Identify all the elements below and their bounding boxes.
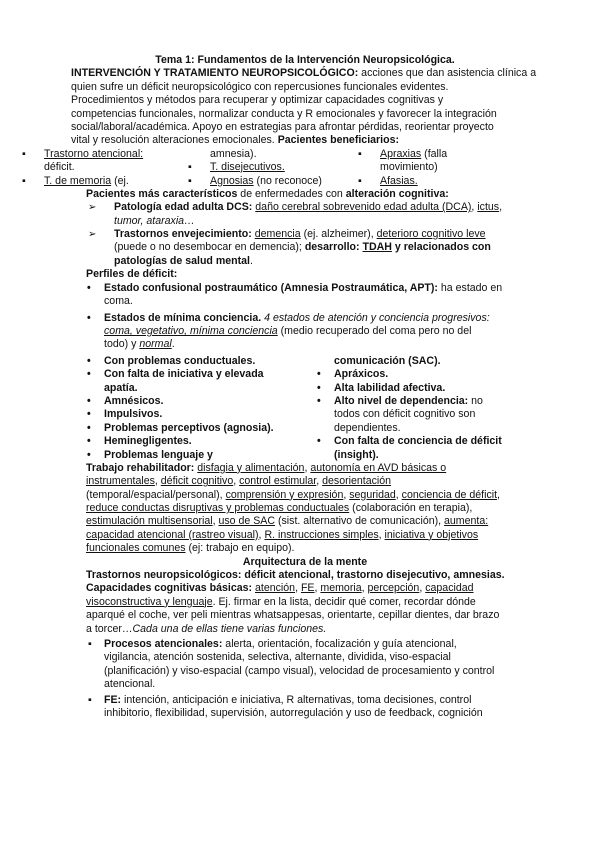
- intro-line: vital y resolución alteraciones emocionales.: [71, 134, 275, 147]
- list-item: [86, 228, 536, 268]
- envejecimiento-label: Trastornos envejecimiento:: [114, 228, 252, 241]
- procesos-text: (planificación) y viso-espacial (campo visual), velocidad de procesamiento y control: [104, 664, 495, 677]
- trabajo-item: disfagia y alimentación: [197, 461, 305, 474]
- separator: ,: [314, 582, 321, 595]
- perfil-label: Estados de mínima conciencia.: [104, 311, 262, 324]
- capacidad-text: a torcer…: [86, 622, 133, 635]
- bullet-dot-icon: •: [87, 368, 91, 381]
- intro-line: Procedimientos y métodos para recuperar y optimizar capacidades cognitivas y: [71, 94, 444, 107]
- capacidad-item: visoconstructiva y lenguaje: [86, 595, 213, 608]
- trabajo-item: estimulación multisensorial: [86, 515, 213, 528]
- capacidad-text: . Ej. firmar en la lista, decidir qué comer, recordar dónde: [212, 595, 476, 608]
- separator: ,: [258, 528, 265, 541]
- trabajo-item: capacidad atencional (rastreo visual): [86, 528, 259, 541]
- intro-line: social/laboral/académica. Apoyo en estrategias para afrontar pérdidas, reorientar proyecto: [71, 121, 494, 134]
- trabajo-section: [86, 462, 536, 556]
- list-item: (falla: [421, 147, 448, 160]
- bullet-square-icon: ▪: [188, 174, 192, 187]
- procesos-text: alerta, orientación, focalización y guía atencional,: [222, 638, 457, 650]
- bullet-dot-icon: •: [87, 311, 91, 324]
- list-item: comunicación (SAC).: [334, 354, 441, 367]
- trabajo-item: R. instrucciones simples: [264, 528, 379, 541]
- perfil-text: coma, vegetativo, mínima conciencia: [104, 324, 278, 337]
- arquitectura-section: [86, 556, 536, 721]
- perfiles-heading: Perfiles de déficit:: [86, 268, 178, 281]
- procesos-text: atencional.: [104, 678, 156, 691]
- caracteristicos-heading: de enfermedades con: [237, 187, 346, 200]
- trabajo-item: reduce conductas disruptivas y problemas conductuales: [86, 501, 350, 514]
- bullet-dot-icon: •: [87, 281, 91, 294]
- list-item: Heminegligentes.: [104, 435, 192, 448]
- trabajo-item: déficit cognitivo: [160, 475, 234, 488]
- page-title: Tema 1: Fundamentos de la Intervención Neuropsicológica.: [155, 54, 455, 66]
- capacidad-item: memoria: [320, 582, 362, 595]
- list-item: [86, 201, 536, 228]
- tdah-text: TDAH: [362, 241, 392, 254]
- list-item: no: [468, 394, 483, 407]
- list-item: Trastorno atencional:: [44, 147, 144, 160]
- beneficiarios-list: [22, 147, 536, 202]
- perfil-text: 4 estados de atención y conciencia progresivos:: [261, 311, 490, 324]
- separator: .: [171, 338, 175, 351]
- list-item: Agnosias: [210, 174, 254, 187]
- bullet-square-icon: ▪: [358, 174, 362, 187]
- capacidad-text: aparqué el coche, ver peli mientras whatsappesas, orientarte, cepillar dientes, dar brazo: [86, 609, 500, 622]
- list-item: (no reconoce): [253, 174, 322, 187]
- list-item: [74, 282, 536, 309]
- bullet-dot-icon: •: [317, 381, 321, 394]
- bullet-square-icon: ▪: [88, 638, 92, 650]
- dcs-examples: tumor, ataraxia…: [114, 214, 195, 227]
- desarrollo-label: desarrollo:: [304, 241, 360, 254]
- list-item: Problemas perceptivos (agnosia).: [104, 421, 274, 434]
- trabajo-item: (colaboración en terapia),: [349, 501, 473, 514]
- perfil-text: todo) y: [104, 338, 140, 351]
- demencia-text: demencia: [254, 228, 301, 241]
- fe-text: intención, anticipación e iniciativa, R alternativas, toma decisiones, control: [121, 693, 472, 706]
- list-item: amnesia).: [210, 147, 257, 160]
- procesos-label: Procesos atencionales:: [104, 638, 223, 650]
- capacidad-item: capacidad: [425, 582, 474, 595]
- perfiles-section: [86, 268, 536, 474]
- dcs-text: daño cerebral sobrevenido edad adulta (DCA): [255, 201, 472, 214]
- separator: ,: [212, 515, 219, 528]
- separator: ,: [471, 201, 478, 214]
- section-heading: Arquitectura de la mente: [242, 555, 368, 568]
- perfil-text: ha estado en: [437, 281, 503, 294]
- perfiles-columns: [74, 355, 536, 475]
- bullet-dot-icon: •: [87, 408, 91, 421]
- separator: ,: [316, 475, 323, 488]
- intro-line: quien sufre un déficit neuropsicológico con repercusiones funcionales evidentes.: [71, 80, 449, 93]
- separator: ,: [154, 475, 161, 488]
- bullet-dot-icon: •: [87, 354, 91, 367]
- separator: ,: [378, 528, 385, 541]
- list-item: T. de memoria: [44, 174, 112, 187]
- separator: ,: [499, 201, 503, 214]
- list-item: [74, 312, 536, 352]
- trabajo-item: desorientación: [322, 475, 392, 488]
- bullet-square-icon: ▪: [358, 147, 362, 160]
- list-item: Afasias.: [380, 174, 418, 187]
- deterioro-text: deterioro cognitivo leve: [376, 228, 486, 241]
- trabajo-item: instrumentales: [86, 475, 155, 488]
- capacidades-label: Capacidades cognitivas básicas:: [86, 582, 253, 595]
- bullet-dot-icon: •: [317, 368, 321, 381]
- procesos-text: vigilancia, atención sostenida, selectiva, alternante, dividida, viso-espacial: [104, 651, 451, 664]
- envejecimiento-text: (puede o no desembocar en demencia);: [114, 241, 305, 254]
- perfil-text: normal: [139, 338, 172, 351]
- capacidad-item: percepción: [367, 582, 420, 595]
- perfil-text: (medio recuperado del coma pero no del: [277, 324, 472, 337]
- list-item: Con falta de iniciativa y elevada: [104, 368, 264, 381]
- trabajo-item: uso de SAC: [218, 515, 276, 528]
- list-item: Problemas lenguaje y: [104, 448, 213, 461]
- list-item: Alto nivel de dependencia:: [334, 394, 469, 407]
- list-item: todos con déficit cognitivo son: [334, 408, 476, 421]
- caracteristicos-heading: Pacientes más característicos: [86, 187, 238, 200]
- list-item: Amnésicos.: [104, 394, 164, 407]
- trabajo-item: (sist. alternativo de comunicación),: [275, 515, 445, 528]
- separator: ,: [233, 475, 240, 488]
- list-item: Con problemas conductuales.: [104, 354, 256, 367]
- list-item: Con falta de conciencia de déficit: [334, 435, 502, 448]
- list-item: movimiento): [380, 160, 438, 173]
- list-item: Apráxicos.: [334, 368, 389, 381]
- perfil-label: Estado confusional postraumático (Amnesia Postraumática, APT):: [104, 281, 438, 294]
- list-item: déficit.: [44, 160, 75, 173]
- bullet-square-icon: ▪: [88, 693, 92, 706]
- capacidad-text: Cada una de ellas tiene varias funciones.: [132, 622, 327, 635]
- intro-line: acciones que dan asistencia clínica a: [358, 67, 537, 80]
- trabajo-item: comprensión y expresión: [225, 488, 344, 501]
- fe-label: FE:: [104, 693, 122, 706]
- bullet-square-icon: ▪: [22, 174, 26, 187]
- list-item: (ej.: [111, 174, 129, 187]
- bullet-dot-icon: •: [87, 394, 91, 407]
- bullet-dot-icon: •: [317, 435, 321, 448]
- list-item: [86, 638, 536, 692]
- list-item: Alta labilidad afectiva.: [334, 381, 446, 394]
- arrow-bullet-icon: ➢: [88, 229, 97, 241]
- trabajo-item: conciencia de déficit,: [401, 488, 501, 501]
- separator: ,: [343, 488, 350, 501]
- fe-text: inhibitorio, flexibilidad, supervisión, autorregulación y uso de feedback, cognición: [104, 707, 483, 720]
- bullet-square-icon: ▪: [188, 160, 192, 173]
- document-page: [22, 54, 537, 720]
- intro-line: competencias funcionales, normalizar conducta y R emocionales y favorecer la integración: [71, 107, 497, 120]
- bullet-dot-icon: •: [87, 435, 91, 448]
- intro-paragraph: [71, 67, 541, 147]
- bullet-dot-icon: •: [317, 394, 321, 407]
- arrow-bullet-icon: ➢: [88, 202, 97, 214]
- capacidad-item: FE: [300, 582, 315, 595]
- trabajo-item: (ej: trabajo en equipo).: [185, 542, 295, 555]
- list-item: T. disejecutivos.: [210, 160, 285, 173]
- trabajo-item: aumenta:: [444, 515, 489, 528]
- list-item: apatía.: [104, 381, 138, 394]
- capacidad-item: atención: [255, 582, 296, 595]
- caracteristicos-heading: alteración cognitiva:: [345, 187, 449, 200]
- trabajo-item: iniciativa y objetivos: [384, 528, 479, 541]
- dcs-label: Patología edad adulta DCS:: [114, 201, 253, 214]
- bullet-dot-icon: •: [87, 448, 91, 461]
- perfil-text: coma.: [104, 295, 133, 308]
- trabajo-item: funcionales comunes: [86, 542, 186, 555]
- list-item: [86, 694, 536, 721]
- bullet-square-icon: ▪: [22, 147, 26, 160]
- beneficiarios-heading: Pacientes beneficiarios:: [274, 134, 399, 147]
- separator: ,: [295, 582, 301, 595]
- intro-heading: INTERVENCIÓN Y TRATAMIENTO NEUROPSICOLÓGICO:: [71, 67, 359, 80]
- salud-mental-text: patologías de salud mental: [114, 254, 250, 267]
- relacionados-text: y relacionados con: [391, 241, 491, 254]
- trabajo-item: control estimular: [239, 475, 317, 488]
- trabajo-label: Trabajo rehabilitador:: [86, 461, 195, 474]
- separator: ,: [395, 488, 402, 501]
- bullet-dot-icon: •: [87, 421, 91, 434]
- envejecimiento-text: (ej. alzheimer),: [300, 228, 377, 241]
- separator: ,: [361, 582, 368, 595]
- list-item: Impulsivos.: [104, 408, 163, 421]
- list-item: Apraxias: [380, 147, 422, 160]
- trastornos-line: Trastornos neuropsicológicos: déficit atencional, trastorno disejecutivo, amnesias.: [86, 568, 505, 581]
- dcs-ictus: ictus: [477, 201, 500, 214]
- separator: ,: [419, 582, 426, 595]
- trabajo-item: (temporal/espacial/personal): [86, 488, 220, 501]
- list-item: (insight).: [334, 448, 379, 461]
- separator: ,: [219, 488, 226, 501]
- list-item: dependientes.: [334, 421, 401, 434]
- separator: ,: [304, 461, 311, 474]
- trabajo-item: seguridad: [349, 488, 396, 501]
- trabajo-item: autonomía en AVD básicas o: [310, 461, 447, 474]
- separator: .: [249, 254, 253, 267]
